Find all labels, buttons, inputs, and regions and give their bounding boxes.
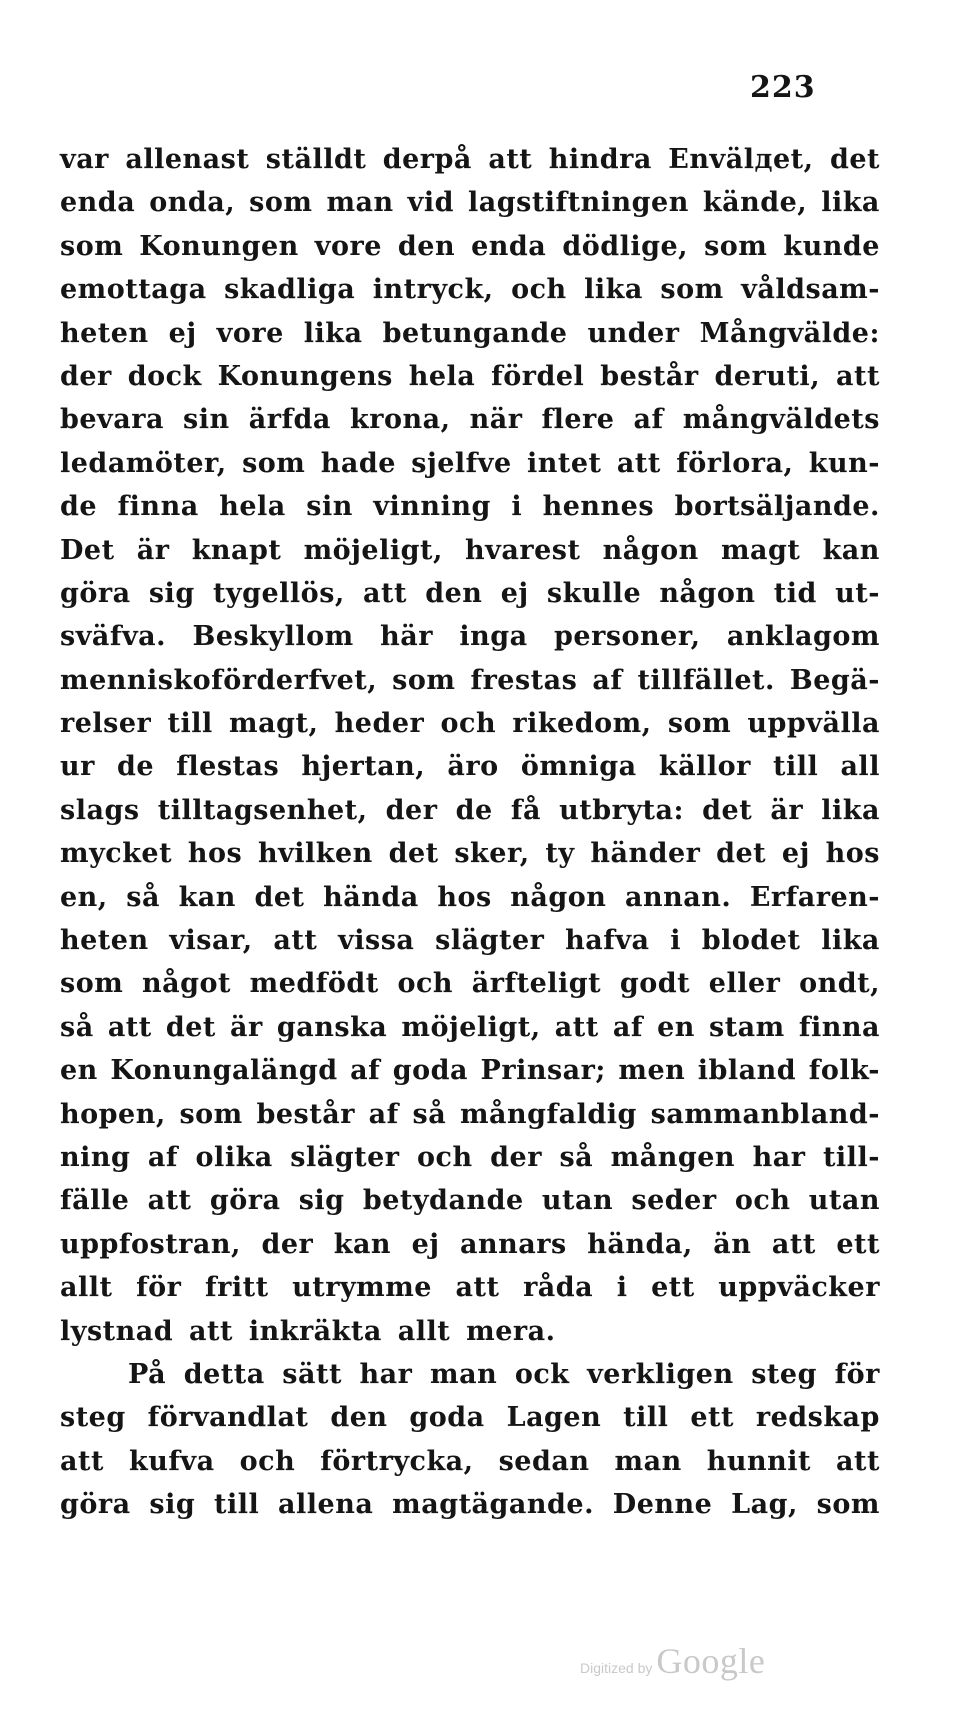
- text-line: heten ej vore lika betungande under Mångvälde:: [60, 317, 880, 349]
- text-line: relser till magt, heder och rikedom, som uppvälla: [60, 708, 880, 740]
- text-line: de finna hela sin vinning i hennes bortsäljande.: [60, 491, 880, 523]
- text-line: sväfva. Beskyllom här inga personer, anklagom: [60, 621, 880, 653]
- text-line: allt för fritt utrymme att råda i ett uppväcker: [60, 1272, 880, 1304]
- text-line: som något medfödt och ärfteligt godt eller ondt,: [60, 968, 880, 1000]
- text-line: göra sig till allena magtägande. Denne Lag, som: [60, 1489, 880, 1521]
- text-line: att kufva och förtrycka, sedan man hunnit att: [60, 1445, 880, 1477]
- text-line: var allenast ställdt derpå att hindra Envälдet, det: [60, 144, 880, 175]
- text-line: steg förvandlat den goda Lagen till ett redskap: [60, 1402, 880, 1434]
- text-line: lystnad att inkräkta allt mera.: [60, 1315, 556, 1347]
- text-line: enda onda, som man vid lagstiftningen kände, lika: [60, 187, 880, 219]
- text-line: som Konungen vore den enda dödlige, som kunde: [60, 230, 880, 262]
- text-line: emottaga skadliga intryck, och lika som våldsam-: [60, 274, 880, 306]
- page-number: 223: [750, 70, 816, 105]
- text-line: bevara sin ärfda krona, när flere af mångväldets: [60, 404, 880, 436]
- text-line: uppfostran, der kan ej annars hända, än att ett: [60, 1228, 880, 1260]
- text-line: Det är knapt möjeligt, hvarest någon magt kan: [60, 534, 880, 566]
- text-line: der dock Konungens hela fördel består deruti, att: [60, 360, 880, 392]
- text-line: hopen, som består af så mångfaldig sammanbland-: [60, 1098, 880, 1130]
- text-line: en Konungalängd af goda Prinsar; men ibland folk-: [60, 1055, 880, 1087]
- text-line: ledamöter, som hade sjelfve intet att förlora, kun-: [60, 447, 880, 479]
- text-line: ur de flestas hjertan, äro ömniga källor till all: [60, 751, 880, 783]
- google-logo: Google: [656, 1641, 766, 1681]
- text-line: På detta sätt har man ock verkligen steg för: [128, 1358, 880, 1390]
- text-line: ning af olika slägter och der så mången har till-: [60, 1141, 880, 1173]
- text-line: göra sig tygellös, att den ej skulle någon tid ut-: [60, 577, 880, 609]
- body-text: [60, 138, 880, 1527]
- text-line: mycket hos hvilken det sker, ty händer det ej hos: [60, 838, 880, 870]
- digitized-by-watermark: [580, 1640, 765, 1682]
- text-line: så att det är ganska möjeligt, att af en stam finna: [60, 1011, 880, 1043]
- text-line: en, så kan det hända hos någon annan. Erfaren-: [60, 881, 880, 913]
- text-line: heten visar, att vissa slägter hafva i blodet lika: [60, 925, 880, 957]
- text-line: slags tilltagsenhet, der de få utbryta: det är lika: [60, 794, 880, 826]
- digitized-by-label: Digitized by: [580, 1660, 653, 1676]
- text-line: fälle att göra sig betydande utan seder och utan: [60, 1185, 880, 1217]
- text-line: menniskoförderfvet, som frestas af tillfället. Begä-: [60, 664, 880, 696]
